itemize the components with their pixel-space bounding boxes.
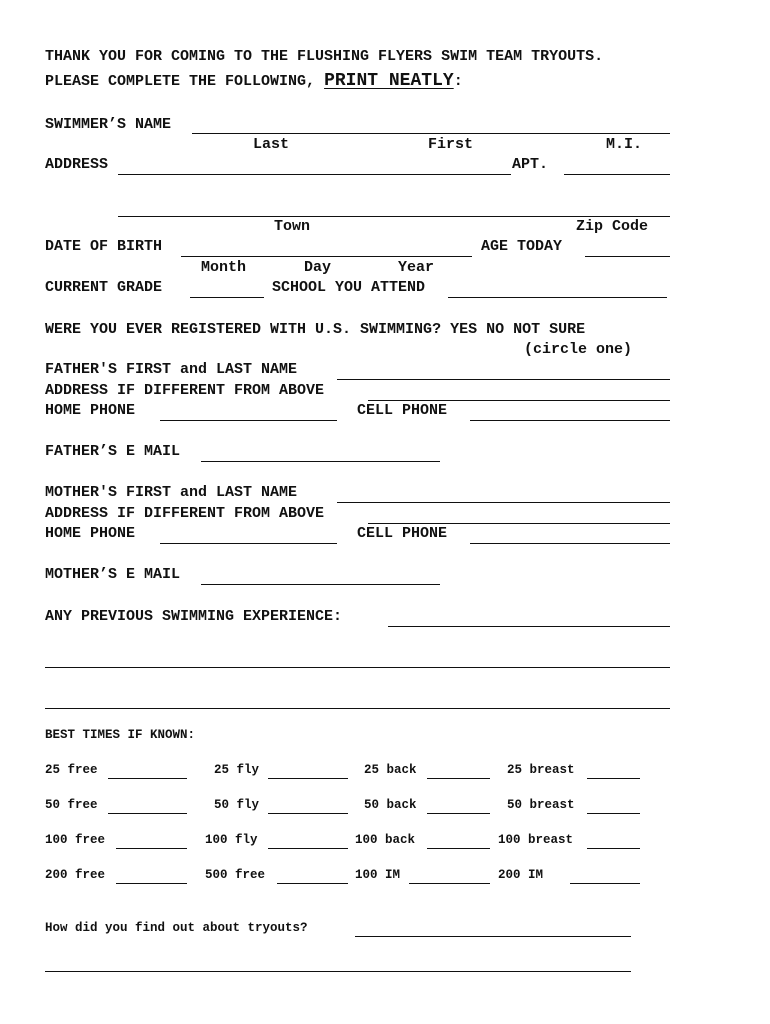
time-field[interactable]: [587, 813, 640, 814]
time-field[interactable]: [570, 883, 640, 884]
mother-email-label: MOTHER’S E MAIL: [45, 566, 181, 583]
mother-address-field[interactable]: [368, 523, 670, 524]
event-label: 100 back: [355, 833, 416, 847]
age-field[interactable]: [585, 256, 670, 257]
mother-cell-phone-field[interactable]: [470, 543, 670, 544]
time-field[interactable]: [427, 813, 490, 814]
father-cell-phone-field[interactable]: [470, 420, 670, 421]
event-label: 100 fly: [205, 833, 258, 847]
time-field[interactable]: [268, 848, 348, 849]
mother-home-phone-field[interactable]: [160, 543, 337, 544]
instructions-prefix: PLEASE COMPLETE THE FOLLOWING,: [45, 73, 316, 90]
swimmer-name-label: SWIMMER’S NAME: [45, 116, 172, 133]
event-label: 50 breast: [507, 798, 575, 812]
father-address-field[interactable]: [368, 400, 670, 401]
town-caption: Town: [274, 218, 311, 235]
time-field[interactable]: [409, 883, 490, 884]
middle-initial-caption: M.I.: [606, 136, 643, 153]
event-label: 100 free: [45, 833, 106, 847]
event-label: 25 free: [45, 763, 98, 777]
address-label: ADDRESS: [45, 156, 109, 173]
experience-line-2[interactable]: [45, 667, 670, 668]
first-name-caption: First: [428, 136, 474, 153]
instructions-line: [45, 73, 463, 90]
school-label: SCHOOL YOU ATTEND: [272, 279, 426, 296]
event-label: 500 free: [205, 868, 266, 882]
time-field[interactable]: [427, 778, 490, 779]
event-label: 100 IM: [355, 868, 401, 882]
month-caption: Month: [201, 259, 247, 276]
dob-label: DATE OF BIRTH: [45, 238, 163, 255]
event-label: 25 breast: [507, 763, 575, 777]
experience-line-3[interactable]: [45, 708, 670, 709]
event-label: 50 fly: [214, 798, 260, 812]
swimmer-name-field[interactable]: [192, 133, 670, 134]
last-name-caption: Last: [253, 136, 290, 153]
intro-line: THANK YOU FOR COMING TO THE FLUSHING FLYERS SWIM TEAM TRYOUTS.: [45, 48, 604, 65]
time-field[interactable]: [108, 813, 187, 814]
mother-name-label: MOTHER'S FIRST and LAST NAME: [45, 484, 298, 501]
father-name-field[interactable]: [337, 379, 670, 380]
time-field[interactable]: [427, 848, 490, 849]
event-label: 25 back: [364, 763, 417, 777]
father-email-field[interactable]: [201, 461, 440, 462]
event-label: 50 free: [45, 798, 98, 812]
experience-field[interactable]: [388, 626, 670, 627]
father-name-label: FATHER'S FIRST and LAST NAME: [45, 361, 298, 378]
grade-label: CURRENT GRADE: [45, 279, 163, 296]
tryout-source-question: How did you find out about tryouts?: [45, 921, 308, 935]
mother-home-phone-label: HOME PHONE: [45, 525, 136, 542]
year-caption: Year: [398, 259, 435, 276]
school-field[interactable]: [448, 297, 667, 298]
time-field[interactable]: [268, 813, 348, 814]
time-field[interactable]: [116, 848, 187, 849]
father-cell-phone-label: CELL PHONE: [357, 402, 448, 419]
father-email-label: FATHER’S E MAIL: [45, 443, 181, 460]
father-home-phone-field[interactable]: [160, 420, 337, 421]
time-field[interactable]: [277, 883, 348, 884]
time-field[interactable]: [116, 883, 187, 884]
experience-label: ANY PREVIOUS SWIMMING EXPERIENCE:: [45, 608, 343, 625]
address-field[interactable]: [118, 174, 511, 175]
instructions-suffix: :: [453, 73, 463, 90]
dob-field[interactable]: [181, 256, 472, 257]
event-label: 100 breast: [498, 833, 574, 847]
apt-label: APT.: [512, 156, 549, 173]
event-label: 200 IM: [498, 868, 544, 882]
mother-address-label: ADDRESS IF DIFFERENT FROM ABOVE: [45, 505, 325, 522]
tryout-source-field[interactable]: [355, 936, 631, 937]
apt-field[interactable]: [564, 174, 670, 175]
town-zip-field[interactable]: [118, 216, 670, 217]
time-field[interactable]: [587, 778, 640, 779]
age-label: AGE TODAY: [481, 238, 563, 255]
mother-name-field[interactable]: [337, 502, 670, 503]
time-field[interactable]: [108, 778, 187, 779]
day-caption: Day: [304, 259, 332, 276]
mother-cell-phone-label: CELL PHONE: [357, 525, 448, 542]
father-address-label: ADDRESS IF DIFFERENT FROM ABOVE: [45, 382, 325, 399]
time-field[interactable]: [268, 778, 348, 779]
time-field[interactable]: [587, 848, 640, 849]
father-home-phone-label: HOME PHONE: [45, 402, 136, 419]
circle-one-hint: (circle one): [524, 341, 633, 358]
event-label: 25 fly: [214, 763, 260, 777]
zip-caption: Zip Code: [576, 218, 649, 235]
grade-field[interactable]: [190, 297, 264, 298]
event-label: 50 back: [364, 798, 417, 812]
print-neatly-emphasis: PRINT NEATLY: [324, 71, 454, 91]
tryout-source-line-2[interactable]: [45, 971, 631, 972]
event-label: 200 free: [45, 868, 106, 882]
mother-email-field[interactable]: [201, 584, 440, 585]
registration-question: WERE YOU EVER REGISTERED WITH U.S. SWIMMING? YES NO NOT SURE: [45, 321, 586, 338]
best-times-title: BEST TIMES IF KNOWN:: [45, 728, 196, 742]
